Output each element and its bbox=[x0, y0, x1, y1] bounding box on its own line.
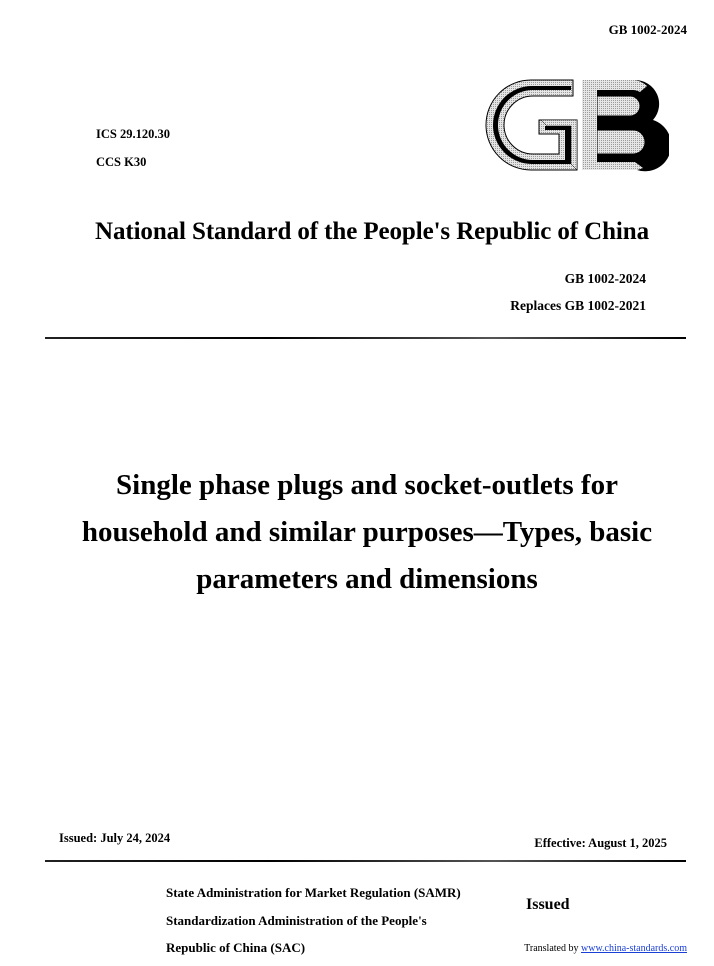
replaces-code: Replaces GB 1002-2021 bbox=[510, 298, 646, 313]
document-title-line: household and similar purposes—Types, basic bbox=[81, 516, 653, 548]
document-title-line: parameters and dimensions bbox=[196, 563, 538, 595]
issuer-sac-line1: Standardization Administration of the People's bbox=[166, 913, 427, 928]
divider-bottom bbox=[45, 860, 686, 862]
gb-logo-icon bbox=[485, 78, 669, 172]
standard-code-header: GB 1002-2024 bbox=[608, 22, 687, 37]
translation-credit bbox=[524, 943, 687, 954]
translated-by-label: Translated by bbox=[524, 943, 579, 954]
standard-code: GB 1002-2024 bbox=[564, 271, 646, 286]
issuer-samr: State Administration for Market Regulation (SAMR) bbox=[166, 885, 461, 900]
document-title-line: Single phase plugs and socket-outlets for bbox=[116, 469, 618, 501]
national-standard-title: National Standard of the People's Republic of China bbox=[95, 218, 649, 245]
issuer-sac-line2: Republic of China (SAC) bbox=[166, 940, 306, 955]
issued-label: Issued bbox=[526, 896, 570, 913]
divider-top bbox=[45, 337, 686, 339]
ccs-code: CCS K30 bbox=[96, 155, 147, 169]
issued-date: Issued: July 24, 2024 bbox=[59, 831, 171, 845]
ics-code: ICS 29.120.30 bbox=[96, 127, 170, 141]
effective-date: Effective: August 1, 2025 bbox=[534, 836, 667, 850]
document-title bbox=[40, 462, 694, 603]
china-standards-link[interactable]: www.china-standards.com bbox=[581, 943, 687, 954]
